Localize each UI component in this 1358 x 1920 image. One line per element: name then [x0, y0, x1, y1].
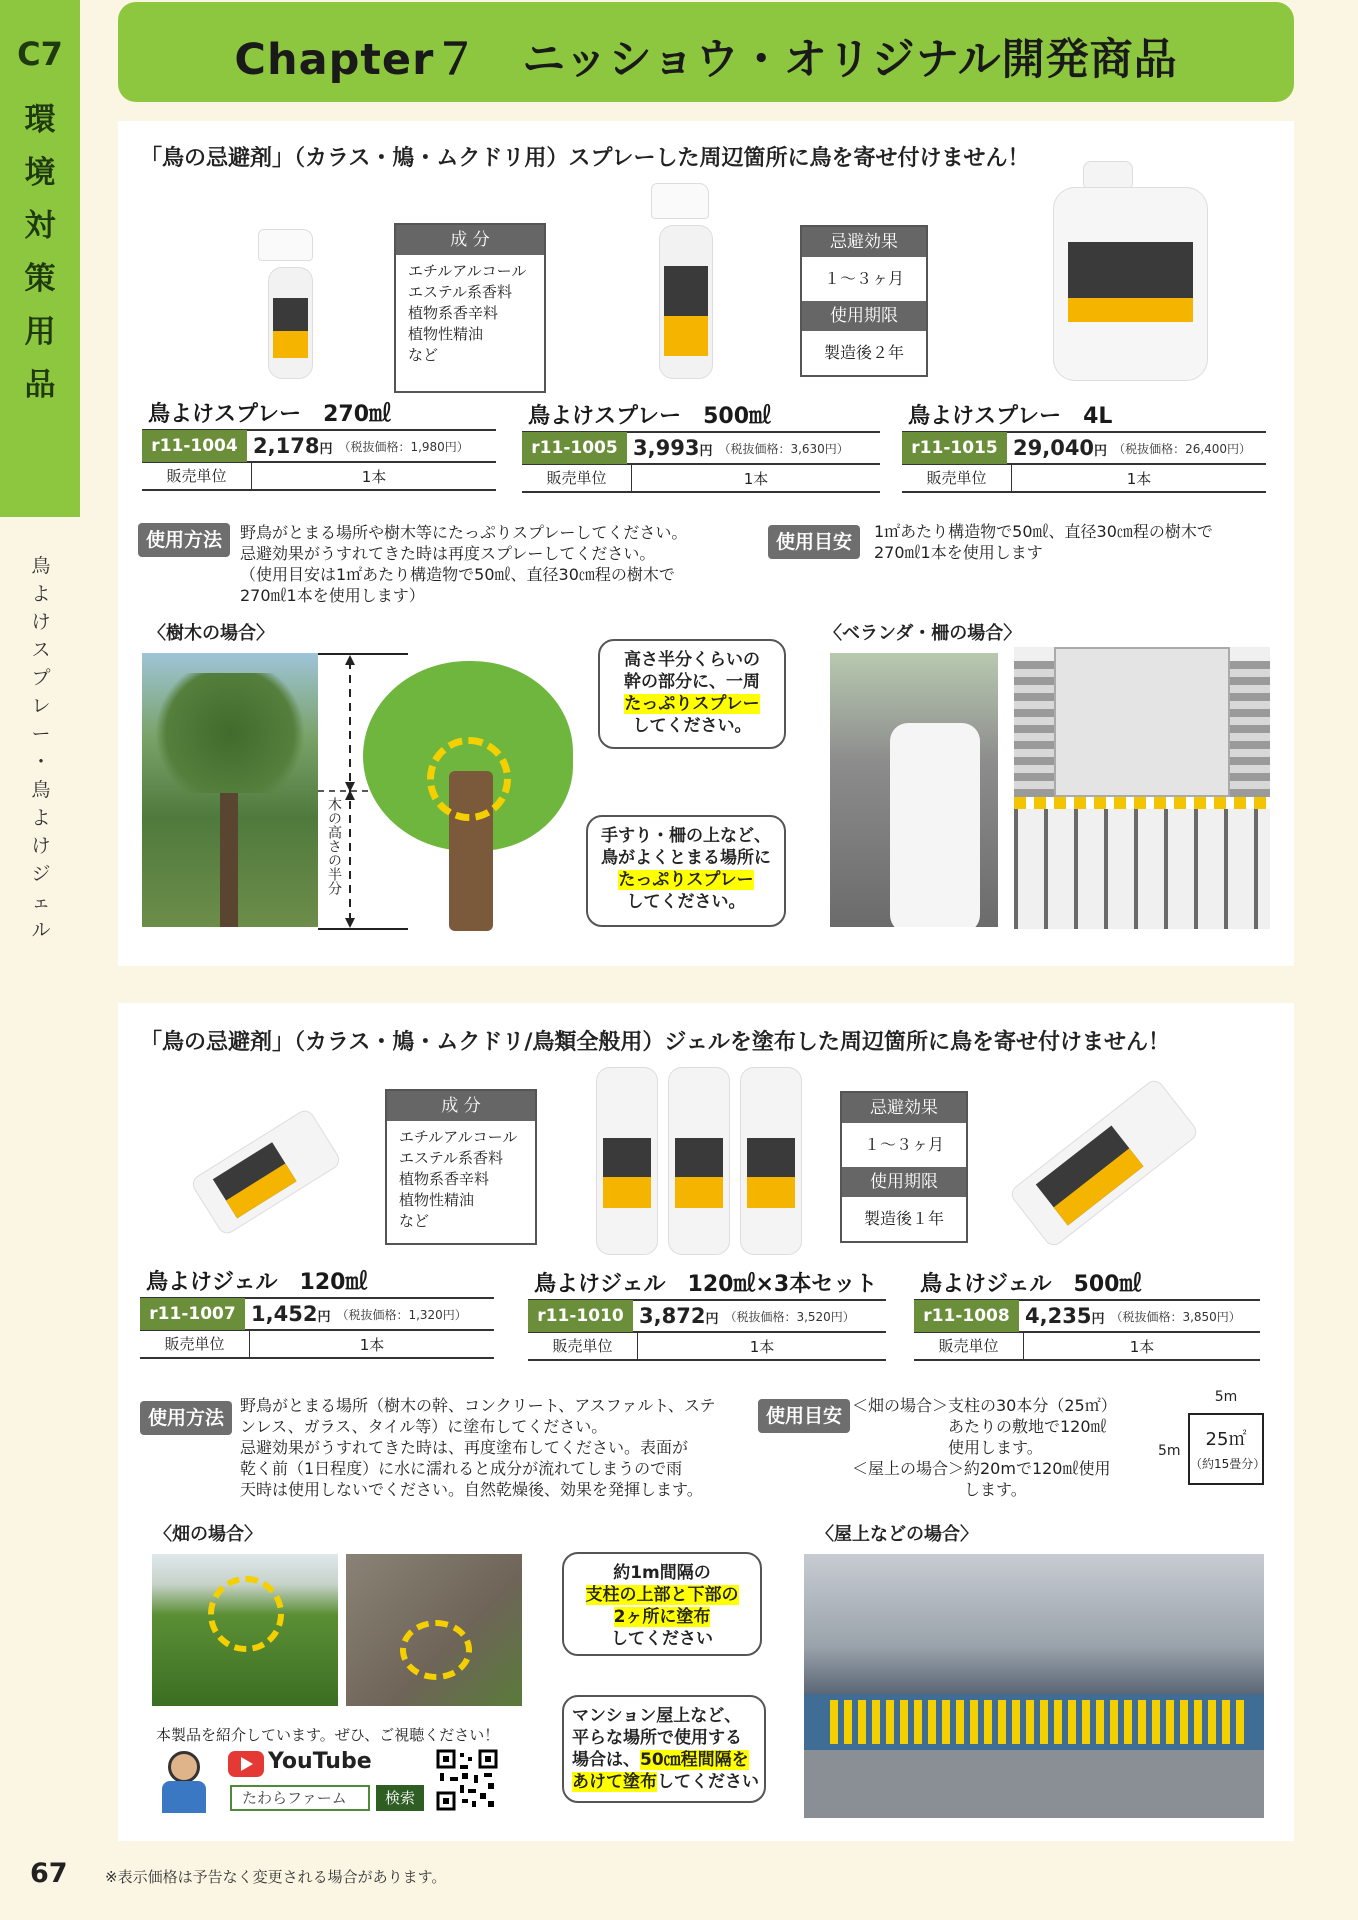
- product-gel-120: 鳥よけジェル 120㎖ r11-1007 1,452円 （税抜価格：1,320円） 販売単位 1本: [140, 1267, 494, 1359]
- price: 29,040円: [1013, 436, 1108, 460]
- gel-usage-guide-text: ＜畑の場合＞支柱の30本分（25㎡） あたりの敷地で120㎖ 使用します。 ＜屋上の場合＞約20mで120㎖使用 します。: [852, 1396, 1117, 1499]
- product-spray-4l: 鳥よけスプレー 4L r11-1015 29,040円 （税抜価格：26,400円） 販売単位 1本: [902, 401, 1266, 493]
- spray-270-image: [248, 229, 328, 379]
- field-photo-1: [152, 1554, 338, 1706]
- product-spray-500: 鳥よけスプレー 500㎖ r11-1005 3,993円 （税抜価格：3,630円） 販売単位 1本: [522, 401, 880, 493]
- spray-headline: 「鳥の忌避剤」（カラス・鳩・ムクドリ用）スプレーした周辺箇所に鳥を寄せ付けません！: [140, 146, 1030, 171]
- gel-ingredients-box: 成 分 エチルアルコール エステル系香料 植物系香辛料 植物性精油 など: [385, 1089, 537, 1245]
- youtube-search-button[interactable]: 検索: [376, 1785, 424, 1811]
- product-code: r11-1007: [140, 1298, 245, 1330]
- usage-guide-badge: 使用目安: [768, 525, 860, 559]
- gel-tip-bubble-roof: マンション屋上など、 平らな場所で使用する 場合は、50㎝程間隔を あけて塗布してください: [562, 1695, 766, 1803]
- chapter-header: [118, 2, 1294, 102]
- tree-caption: 〈樹木の場合〉: [148, 623, 274, 644]
- product-code: r11-1005: [522, 432, 627, 464]
- product-code: r11-1004: [142, 430, 247, 462]
- roof-photo: [804, 1554, 1264, 1818]
- spray-effect-box: 忌避効果 １～３ヶ月 使用期限 製造後２年: [800, 225, 928, 377]
- product-gel-500: 鳥よけジェル 500㎖ r11-1008 4,235円 （税抜価格：3,850円） 販売単位 1本: [914, 1269, 1260, 1361]
- spray-tip-bubble-veranda: 手すり・柵の上など、 鳥がよくとまる場所に たっぷりスプレー してください。: [586, 815, 786, 927]
- spray-500-image: [643, 183, 723, 379]
- gel-headline: 「鳥の忌避剤」（カラス・鳩・ムクドリ/鳥類全般用）ジェルを塗布した周辺箇所に鳥を寄せ付けません！: [140, 1030, 1170, 1055]
- price: 3,993円: [633, 436, 713, 460]
- spray-4l-image: [1053, 161, 1208, 381]
- spray-section: [118, 121, 1294, 966]
- spray-ingredients-box: 成 分 エチルアルコール エステル系香料 植物系香辛料 植物性精油 など: [394, 223, 546, 393]
- price: 3,872円: [639, 1304, 719, 1328]
- gel-section: [118, 1003, 1294, 1841]
- veranda-illustration: [1014, 647, 1270, 929]
- product-gel-120-set: 鳥よけジェル 120㎖×3本セット r11-1010 3,872円 （税抜価格：3,520円） 販売単位 1本: [528, 1269, 886, 1361]
- usage-method-badge: 使用方法: [138, 523, 230, 557]
- usage-method-text: 野鳥がとまる場所や樹木等にたっぷりスプレーしてください。 忌避効果がうすれてきた時は再度スプレーしてください。 （使用目安は1㎡あたり構造物で50㎖、直径30㎝程の樹木で 270㎖1本を使用します）: [240, 523, 688, 605]
- youtube-play-icon: [228, 1751, 264, 1777]
- tree-height-label: 木の高さの半分: [326, 797, 342, 895]
- price: 4,235円: [1025, 1304, 1105, 1328]
- tree-photo: [142, 653, 318, 927]
- field-caption: 〈畑の場合〉: [154, 1524, 262, 1545]
- chapter-title: Chapter７ ニッショウ・オリジナル開発商品: [234, 35, 1178, 85]
- gel-usage-method-badge: 使用方法: [140, 1401, 232, 1435]
- product-code: r11-1015: [902, 432, 1007, 464]
- spray-tip-bubble-tree: 高さ半分くらいの 幹の部分に、一周 たっぷりスプレー してください。: [598, 639, 786, 749]
- veranda-photo: [830, 653, 998, 927]
- gel-3-set-image: [596, 1067, 804, 1257]
- price: 1,452円: [251, 1302, 331, 1326]
- usage-guide-text: 1㎡あたり構造物で50㎖、直径30㎝程の樹木で 270㎖1本を使用します: [874, 522, 1213, 562]
- area-diagram: 5m 5m 25㎡ （約15畳分）: [1168, 1389, 1264, 1485]
- category-vertical-label: 環 境 対 策 用 品: [24, 102, 56, 403]
- qr-code[interactable]: [436, 1749, 498, 1811]
- roof-caption: 〈屋上などの場合〉: [816, 1524, 978, 1545]
- veranda-caption: 〈ベランダ・柵の場合〉: [824, 623, 1022, 644]
- field-photo-2: [346, 1554, 522, 1706]
- youtube-intro: 本製品を紹介しています。ぜひ、ご視聴ください！: [156, 1726, 500, 1744]
- presenter-avatar: [158, 1751, 210, 1813]
- subcategory-vertical-label: 鳥 よ け ス プ レ ー ・ 鳥 よ け ジ ェ ル: [31, 555, 51, 941]
- gel-usage-method-text: 野鳥がとまる場所（樹木の幹、コンクリート、アスファルト、ステ ンレス、ガラス、タイル等）に塗布してください。 忌避効果がうすれてきた時は、再度塗布してください。表面が 乾く前（1日程度）に水に濡れると成分が流れてしまうので雨 天時は使用しないでください。自然乾燥後、効果を発揮します。: [240, 1396, 716, 1499]
- chapter-code: C7: [17, 35, 63, 73]
- price: 2,178円: [253, 434, 333, 458]
- tree-illustration: [363, 661, 573, 931]
- gel-tip-bubble-field: 約1m間隔の 支柱の上部と下部の 2ヶ所に塗布 してください: [562, 1552, 762, 1656]
- gel-effect-box: 忌避効果 １～３ヶ月 使用期限 製造後１年: [840, 1091, 968, 1243]
- product-code: r11-1008: [914, 1300, 1019, 1332]
- page-number: 67: [30, 1858, 68, 1889]
- product-spray-270: 鳥よけスプレー 270㎖ r11-1004 2,178円 （税抜価格：1,980円） 販売単位 1本: [142, 399, 496, 491]
- gel-usage-guide-badge: 使用目安: [758, 1399, 850, 1433]
- gel-120-image: [178, 1099, 338, 1235]
- youtube-search-box[interactable]: たわらファーム: [230, 1785, 370, 1811]
- product-code: r11-1010: [528, 1300, 633, 1332]
- gel-500-image: [994, 1073, 1194, 1253]
- youtube-logo[interactable]: YouTube: [228, 1749, 344, 1779]
- price-footnote: ※表示価格は予告なく変更される場合があります。: [105, 1868, 447, 1886]
